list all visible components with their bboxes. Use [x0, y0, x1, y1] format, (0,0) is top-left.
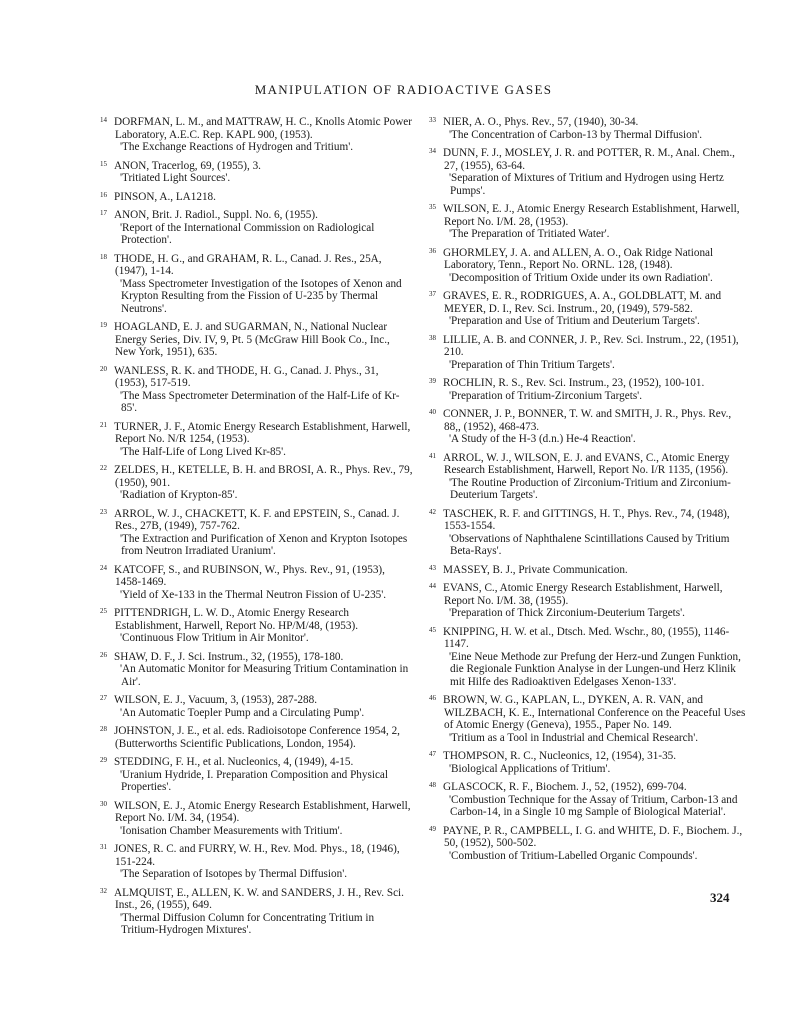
reference-number: 33	[429, 116, 436, 124]
reference-title: 'The Exchange Reactions of Hydrogen and Tritium'.	[120, 141, 354, 153]
reference-title: 'Uranium Hydride, I. Preparation Composition and Physical Properties'.	[120, 768, 388, 793]
reference-title: 'Preparation and Use of Tritium and Deuterium Targets'.	[449, 315, 700, 327]
reference-entry	[93, 756, 413, 794]
reference-title: 'Thermal Diffusion Column for Concentrating Tritium in Tritium-Hydrogen Mixtures'.	[120, 911, 375, 936]
reference-citation: ANON, Tracerlog, 69, (1955), 3.	[114, 159, 261, 172]
reference-number: 31	[100, 843, 107, 851]
reference-entry	[93, 160, 413, 185]
reference-citation: TURNER, J. F., Atomic Energy Research Establishment, Harwell, Report No. N/R 1254, (1953).	[114, 420, 411, 445]
reference-number: 25	[100, 607, 107, 615]
reference-number: 49	[429, 824, 436, 833]
reference-title: 'An Automatic Toepler Pump and a Circulating Pump'.	[120, 706, 365, 719]
reference-entry	[93, 116, 413, 154]
reference-entry	[93, 191, 413, 204]
reference-entry	[422, 626, 748, 689]
reference-number: 21	[100, 420, 107, 429]
reference-entry	[93, 508, 413, 558]
reference-citation: PITTENDRIGH, L. W. D., Atomic Energy Research Establishment, Harwell, Report No. HP/M/48, (1953).	[114, 607, 358, 632]
reference-citation: PINSON, A., LA1218.	[114, 190, 216, 203]
reference-citation: ANON, Brit. J. Radiol., Suppl. No. 6, (1955).	[114, 209, 318, 221]
reference-entry	[422, 247, 748, 285]
reference-number: 24	[100, 563, 107, 572]
reference-citation: GRAVES, E. R., RODRIGUES, A. A., GOLDBLATT, M. and MEYER, D. I., Rev. Sci. Instrum., 20, (1949), 579-582.	[443, 290, 722, 315]
reference-number: 26	[100, 650, 107, 659]
reference-citation: MASSEY, B. J., Private Communication.	[443, 563, 628, 576]
reference-citation: THODE, H. G., and GRAHAM, R. L., Canad. J. Res., 25A, (1947), 1-14.	[114, 252, 382, 277]
references-left-column	[93, 116, 413, 943]
reference-title: 'The Concentration of Carbon-13 by Thermal Diffusion'.	[449, 128, 703, 141]
reference-title: 'The Separation of Isotopes by Thermal Diffusion'.	[120, 868, 348, 880]
reference-title: 'The Extraction and Purification of Xenon and Krypton Isotopes from Neutron Irradiated Uranium'.	[120, 532, 408, 557]
reference-number: 34	[429, 147, 436, 155]
reference-number: 15	[100, 159, 107, 168]
reference-entry	[422, 694, 748, 744]
reference-title: 'Preparation of Thin Tritium Targets'.	[449, 358, 615, 371]
reference-entry	[422, 408, 748, 446]
reference-title: 'Combustion of Tritium-Labelled Organic Compounds'.	[449, 849, 698, 862]
reference-entry	[422, 334, 748, 372]
reference-citation: TASCHEK, R. F. and GITTINGS, H. T., Phys. Rev., 74, (1948), 1553-1554.	[443, 507, 730, 532]
reference-title: 'Combustion Technique for the Assay of Tritium, Carbon-13 and Carbon-14, in a Single 10 mg Sample of Biological Material'.	[449, 793, 738, 818]
reference-citation: EVANS, C., Atomic Energy Research Establishment, Harwell, Report No. I/M. 38, (1955).	[443, 582, 723, 607]
reference-number: 38	[429, 333, 436, 342]
reference-citation: WILSON, E. J., Atomic Energy Research Establishment, Harwell, Report No. I/M. 28, (1953).	[443, 203, 740, 228]
reference-entry	[93, 564, 413, 602]
reference-title: 'Continuous Flow Tritium in Air Monitor'.	[120, 632, 309, 644]
reference-number: 28	[100, 725, 107, 733]
reference-number: 17	[100, 209, 107, 217]
reference-number: 36	[429, 246, 436, 255]
reference-citation: CONNER, J. P., BONNER, T. W. and SMITH, J. R., Phys. Rev., 88,, (1952), 468-473.	[443, 408, 732, 433]
reference-citation: ROCHLIN, R. S., Rev. Sci. Instrum., 23, (1952), 100-101.	[443, 377, 705, 389]
reference-title: 'A Study of the H-3 (d.n.) He-4 Reaction'.	[449, 433, 636, 445]
reference-number: 20	[100, 364, 107, 373]
reference-number: 48	[429, 781, 436, 789]
reference-citation: STEDDING, F. H., et al. Nucleonics, 4, (1949), 4-15.	[114, 756, 354, 768]
reference-number: 14	[100, 116, 107, 124]
reference-entry	[422, 203, 748, 241]
reference-entry	[422, 750, 748, 775]
reference-entry	[93, 887, 413, 937]
reference-number: 29	[100, 756, 107, 764]
reference-citation: NIER, A. O., Phys. Rev., 57, (1940), 30-34.	[443, 116, 639, 128]
reference-citation: LILLIE, A. B. and CONNER, J. P., Rev. Sci. Instrum., 22, (1951), 210.	[443, 333, 739, 358]
reference-citation: BROWN, W. G., KAPLAN, L., DYKEN, A. R. VAN, and WILZBACH, K. E., International Conference on the Peaceful Uses of Atomic Energy (Geneva), 1955., Paper No. 149.	[443, 694, 746, 731]
reference-citation: SHAW, D. F., J. Sci. Instrum., 32, (1955), 178-180.	[114, 650, 344, 663]
reference-entry	[93, 209, 413, 247]
reference-entry	[93, 800, 413, 838]
reference-title: 'Separation of Mixtures of Tritium and Hydrogen using Hertz Pumps'.	[449, 172, 724, 197]
reference-citation: WILSON, E. J., Atomic Energy Research Establishment, Harwell, Report No. I/M. 34, (1954).	[114, 799, 411, 824]
reference-title: 'Biological Applications of Tritium'.	[449, 762, 611, 775]
reference-title: 'Decomposition of Tritium Oxide under its own Radiation'.	[449, 271, 713, 284]
references-right-column	[422, 116, 748, 868]
reference-citation: ZELDES, H., KETELLE, B. H. and BROSI, A. R., Phys. Rev., 79, (1950), 901.	[114, 464, 413, 489]
reference-citation: HOAGLAND, E. J. and SUGARMAN, N., National Nuclear Energy Series, Div. IV, 9, Pt. 5 (McGraw Hill Book Co., Inc., New York, 1951), 635.	[114, 321, 390, 358]
reference-citation: WANLESS, R. K. and THODE, H. G., Canad. J. Phys., 31, (1953), 517-519.	[114, 364, 379, 389]
reference-citation: DORFMAN, L. M., and MATTRAW, H. C., Knolls Atomic Power Laboratory, A.E.C. Rep. KAPL 900, (1953).	[114, 116, 412, 141]
reference-number: 27	[100, 694, 107, 702]
reference-entry	[93, 607, 413, 645]
reference-title: 'Tritiated Light Sources'.	[120, 172, 231, 184]
reference-number: 23	[100, 507, 107, 516]
reference-citation: ALMQUIST, E., ALLEN, K. W. and SANDERS, J. H., Rev. Sci. Inst., 26, (1955), 649.	[114, 886, 404, 911]
reference-title: 'Tritium as a Tool in Industrial and Chemical Research'.	[449, 731, 699, 744]
reference-number: 32	[100, 886, 107, 895]
reference-entry	[422, 452, 748, 502]
reference-citation: DUNN, F. J., MOSLEY, J. R. and POTTER, R. M., Anal. Chem., 27, (1955), 63-64.	[443, 147, 735, 172]
reference-citation: ARROL, W. J., WILSON, E. J. and EVANS, C., Atomic Energy Research Establishment, Harwell, Report No. I/R 1135, (1956).	[443, 451, 730, 476]
reference-entry	[422, 582, 748, 620]
reference-citation: KATCOFF, S., and RUBINSON, W., Phys. Rev., 91, (1953), 1458-1469.	[114, 563, 385, 588]
reference-title: 'The Half-Life of Long Lived Kr-85'.	[120, 445, 286, 458]
reference-title: 'Preparation of Tritium-Zirconium Targets'.	[449, 389, 642, 402]
reference-number: 19	[100, 321, 107, 329]
reference-number: 35	[429, 203, 436, 211]
reference-title: 'Ionisation Chamber Measurements with Tritium'.	[120, 824, 343, 837]
reference-entry	[93, 253, 413, 316]
reference-citation: THOMPSON, R. C., Nucleonics, 12, (1954), 31-35.	[443, 750, 677, 762]
reference-citation: KNIPPING, H. W. et al., Dtsch. Med. Wschr., 80, (1955), 1146-1147.	[443, 625, 730, 650]
reference-number: 16	[100, 190, 107, 199]
reference-entry	[93, 464, 413, 502]
reference-entry	[422, 564, 748, 577]
reference-number: 45	[429, 625, 436, 634]
reference-entry	[422, 147, 748, 197]
reference-entry	[422, 508, 748, 558]
reference-entry	[93, 694, 413, 719]
reference-entry	[93, 365, 413, 415]
running-header: MANIPULATION OF RADIOACTIVE GASES	[254, 82, 553, 97]
reference-title: 'Yield of Xe-133 in the Thermal Neutron Fission of U-235'.	[120, 588, 387, 601]
reference-title: 'The Routine Production of Zirconium-Tritium and Zirconium-Deuterium Targets'.	[449, 476, 731, 501]
reference-title: 'Mass Spectrometer Investigation of the Isotopes of Xenon and Krypton Resulting from the Fission of U-235 by Thermal Neutrons'.	[120, 277, 402, 315]
reference-number: 18	[100, 252, 107, 261]
reference-entry	[422, 781, 748, 819]
reference-citation: PAYNE, P. R., CAMPBELL, I. G. and WHITE, D. F., Biochem. J., 50, (1952), 500-502.	[443, 824, 743, 849]
reference-entry	[422, 116, 748, 141]
reference-title: 'The Mass Spectrometer Determination of the Half-Life of Kr-85'.	[120, 389, 400, 414]
reference-citation: GLASCOCK, R. F., Biochem. J., 52, (1952), 699-704.	[443, 781, 687, 793]
reference-number: 30	[100, 799, 107, 808]
reference-number: 37	[429, 290, 436, 298]
reference-entry	[93, 725, 413, 750]
reference-title: 'Radiation of Krypton-85'.	[120, 489, 238, 501]
reference-title: 'Observations of Naphthalene Scintillations Caused by Tritium Beta-Rays'.	[449, 532, 730, 557]
reference-entry	[93, 651, 413, 689]
reference-citation: JONES, R. C. and FURRY, W. H., Rev. Mod. Phys., 18, (1946), 151-224.	[114, 843, 400, 868]
reference-entry	[422, 377, 748, 402]
reference-number: 22	[100, 464, 107, 472]
reference-entry	[422, 825, 748, 863]
reference-number: 41	[429, 451, 436, 460]
reference-title: 'Preparation of Thick Zirconium-Deuterium Targets'.	[449, 607, 685, 619]
reference-citation: ARROL, W. J., CHACKETT, K. F. and EPSTEIN, S., Canad. J. Res., 27B, (1949), 757-762.	[114, 507, 400, 532]
reference-citation: GHORMLEY, J. A. and ALLEN, A. O., Oak Ridge National Laboratory, Tenn., Report No. ORNL. 128, (1948).	[443, 246, 714, 271]
reference-citation: JOHNSTON, J. E., et al. eds. Radioisotope Conference 1954, 2, (Butterworths Scientific Publications, London, 1954).	[114, 725, 400, 750]
reference-number: 43	[429, 563, 436, 572]
reference-entry	[93, 321, 413, 359]
reference-citation: WILSON, E. J., Vacuum, 3, (1953), 287-288.	[114, 694, 318, 706]
reference-number: 47	[429, 750, 436, 758]
reference-title: 'Report of the International Commission on Radiological Protection'.	[120, 221, 375, 246]
reference-number: 46	[429, 694, 436, 702]
reference-entry	[422, 290, 748, 328]
reference-title: 'Eine Neue Methode zur Prefung der Herz-und Zungen Funktion, die Regionale Funktion Analyse in der Lungen-und Herz Klinik mit Hilfe des Radioaktiven Edelgases Xenon-133'.	[449, 650, 741, 688]
reference-entry	[93, 421, 413, 459]
reference-number: 42	[429, 507, 436, 516]
reference-number: 40	[429, 408, 436, 416]
reference-number: 44	[429, 582, 436, 590]
page-number: 324	[710, 890, 730, 905]
reference-title: 'An Automatic Monitor for Measuring Tritium Contamination in Air'.	[120, 663, 409, 688]
reference-number: 39	[429, 377, 436, 385]
reference-title: 'The Preparation of Tritiated Water'.	[449, 228, 610, 240]
reference-entry	[93, 843, 413, 881]
